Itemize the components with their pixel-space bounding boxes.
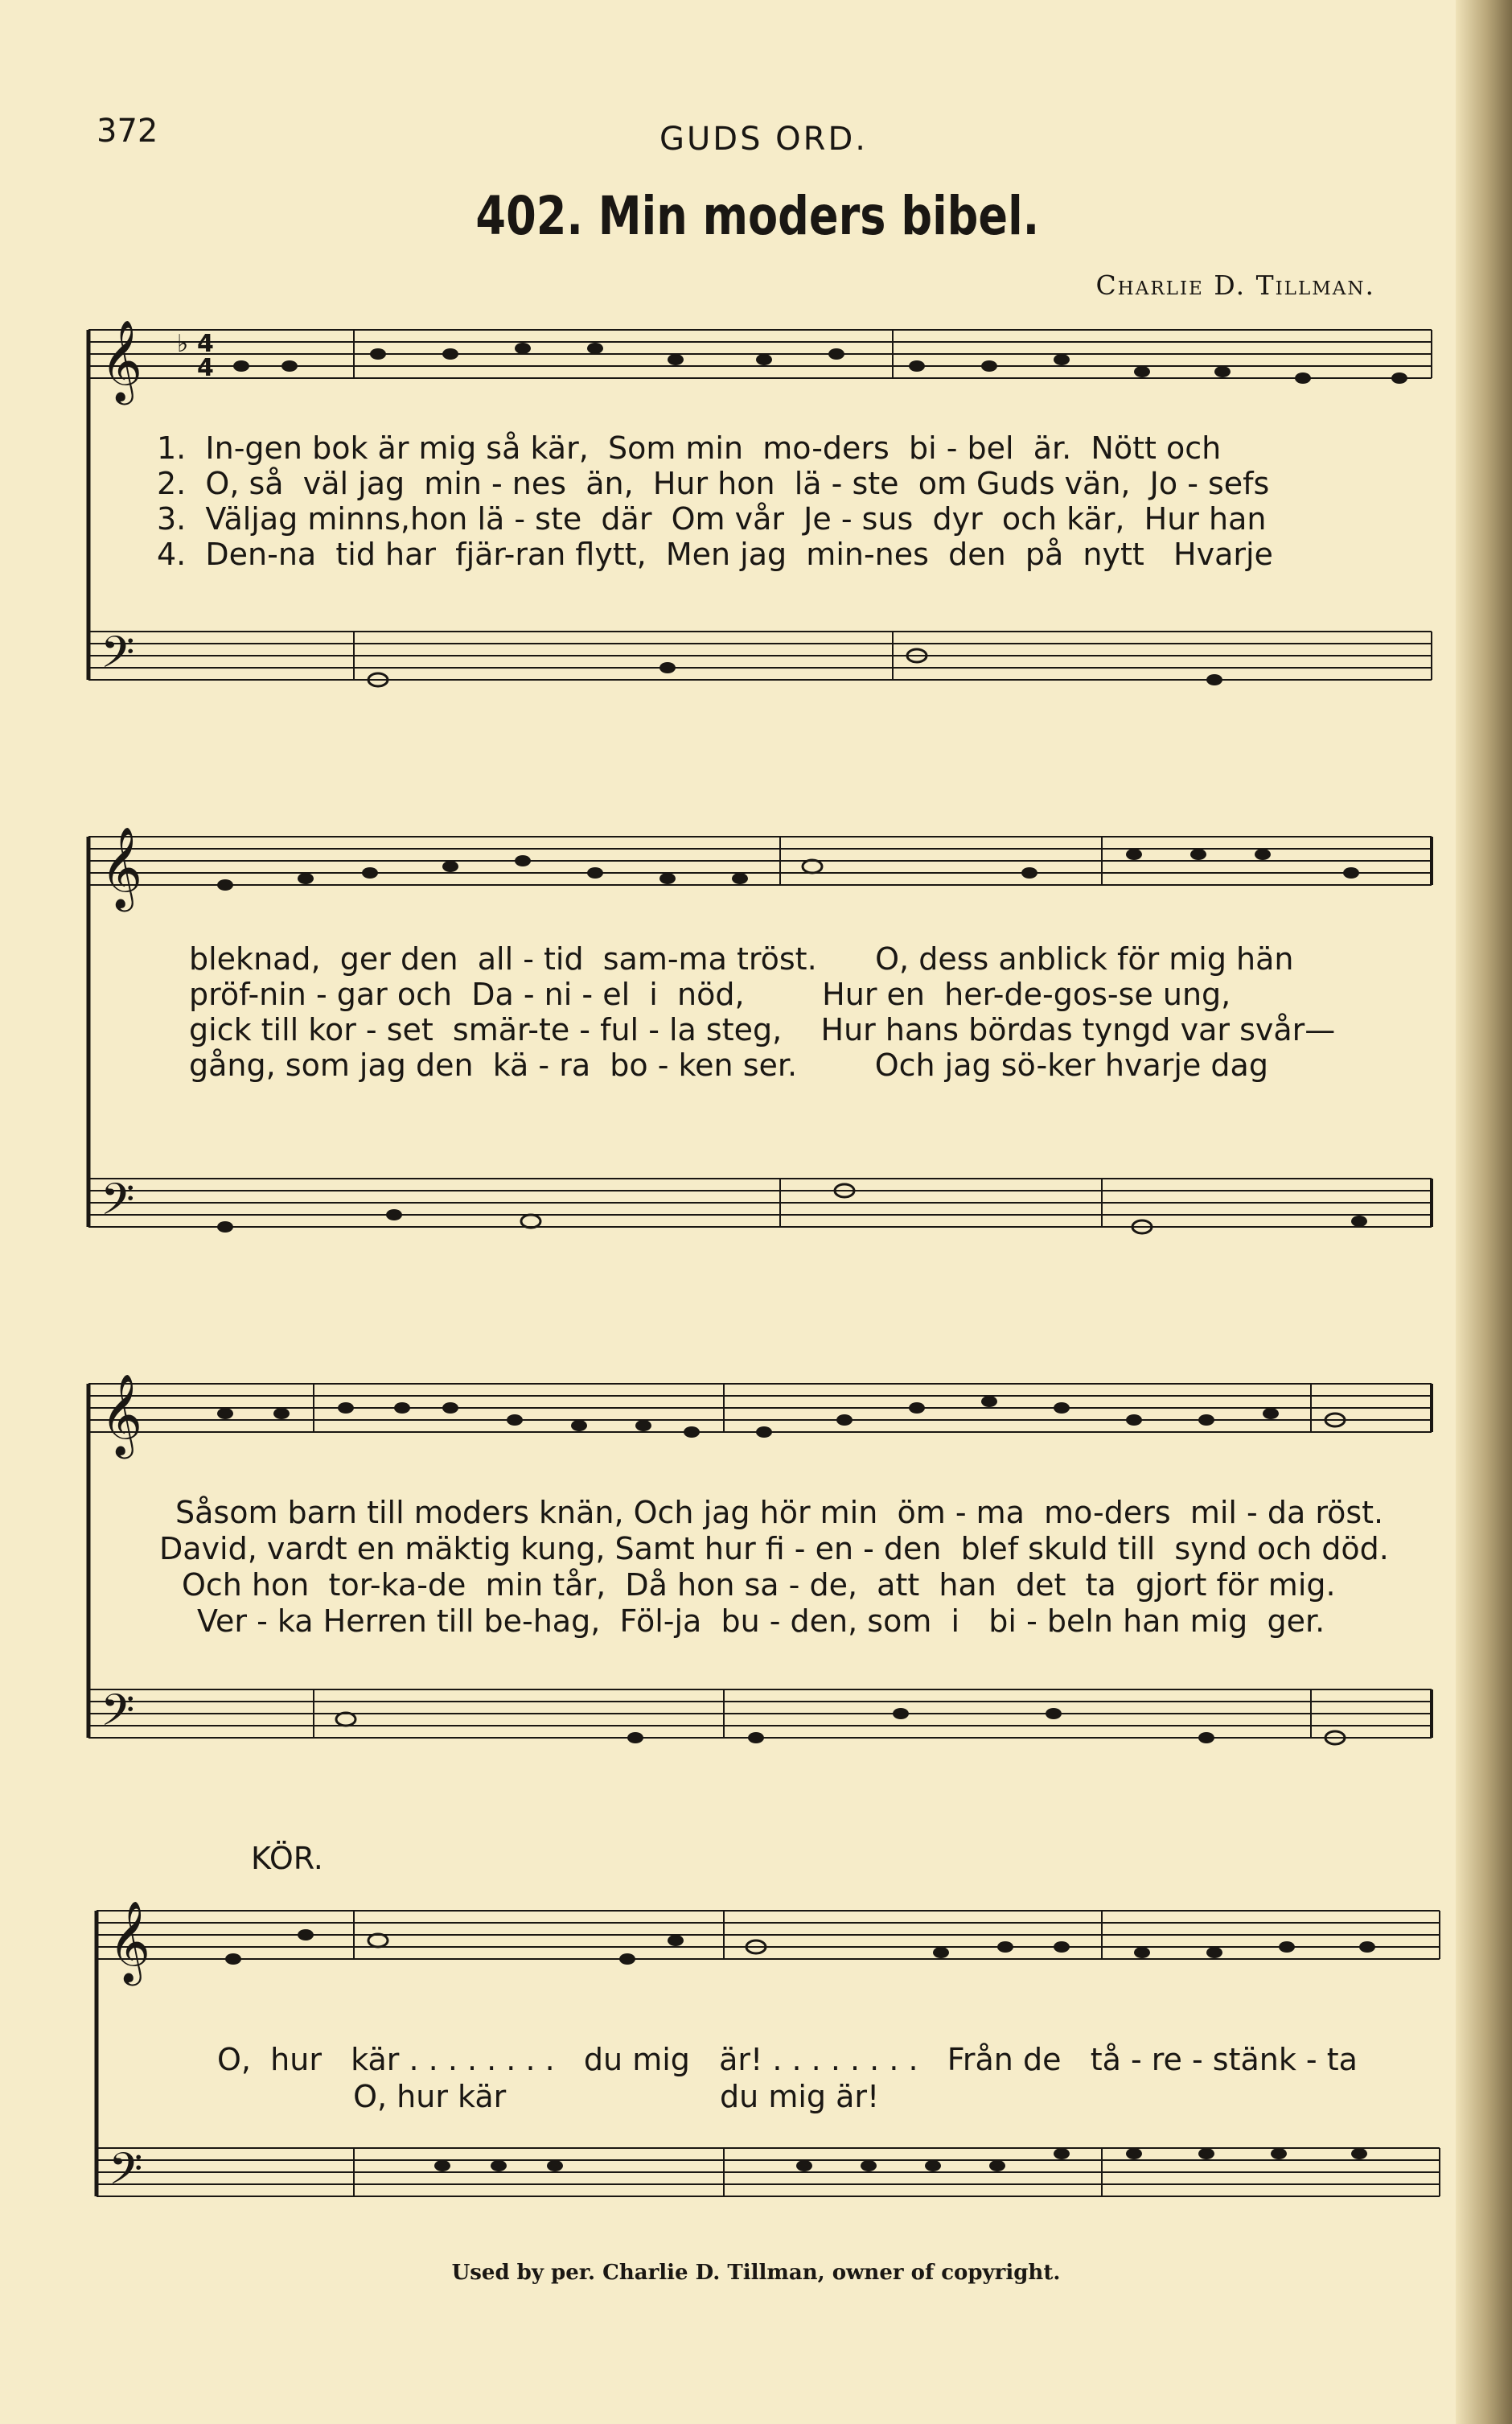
lyric-line: 3. Väljag minns,hon lä - ste där Om vår Je - sus dyr och kär, Hur han — [157, 501, 1267, 537]
lyric-line: bleknad, ger den all - tid sam-ma tröst. O, dess anblick för mig hän — [189, 941, 1294, 977]
page-number: 372 — [97, 113, 158, 150]
running-title: GUDS ORD. — [659, 121, 868, 158]
svg-text:4: 4 — [197, 354, 214, 382]
lyric-line: Och hon tor-ka-de min tår, Då hon sa - de, att han det ta gjort för mig. — [182, 1567, 1336, 1603]
svg-text:𝄞: 𝄞 — [101, 825, 143, 908]
svg-text:𝄢: 𝄢 — [101, 1174, 135, 1236]
svg-text:4: 4 — [197, 330, 214, 358]
svg-text:♭: ♭ — [177, 330, 189, 358]
lyric-line: pröf-nin - gar och Da - ni - el i nöd, Hur en her-de-gos-se ung, — [189, 977, 1231, 1012]
hymn-title: 402. Min moders bibel. — [475, 185, 1040, 247]
svg-text:𝄢: 𝄢 — [109, 2143, 143, 2205]
svg-text:𝄢: 𝄢 — [101, 627, 135, 689]
lyric-line: gång, som jag den kä - ra bo - ken ser. Och jag sö-ker hvarje dag — [189, 1047, 1268, 1083]
lyric-line: 1. In-gen bok är mig så kär, Som min mo-ders bi - bel är. Nött och — [157, 430, 1222, 466]
svg-text:𝄞: 𝄞 — [101, 1373, 143, 1455]
lyric-line: O, hur kär du mig är! — [217, 2079, 880, 2114]
chorus-label: KÖR. — [251, 1841, 323, 1876]
lyric-line: 2. O, så väl jag min - nes än, Hur hon lä - ste om Guds vän, Jo - sefs — [157, 466, 1270, 501]
svg-text:𝄞: 𝄞 — [101, 319, 143, 401]
lyric-line: Såsom barn till moders knän, Och jag hör min öm - ma mo-ders mil - da röst. — [175, 1495, 1384, 1530]
copyright-notice: Used by per. Charlie D. Tillman, owner of copyright. — [451, 2261, 1061, 2285]
lyric-line: 4. Den-na tid har fjär-ran flytt, Men jag min-nes den på nytt Hvarje — [157, 537, 1273, 572]
svg-text:𝄢: 𝄢 — [101, 1685, 135, 1747]
lyric-line: gick till kor - set smär-te - ful - la steg, Hur hans bördas tyngd var svår— — [189, 1012, 1336, 1047]
svg-text:𝄞: 𝄞 — [109, 1899, 151, 1982]
lyric-line: O, hur kär . . . . . . . . du mig är! . . . . . . . . Från de tå - re - stänk - ta — [217, 2042, 1358, 2077]
lyric-line: Ver - ka Herren till be-hag, Föl-ja bu - den, som i bi - beln han mig ger. — [197, 1603, 1325, 1639]
composer-credit: Charlie D. Tillman. — [1095, 270, 1375, 301]
lyric-line: David, vardt en mäktig kung, Samt hur fi - en - den blef skuld till synd och död. — [159, 1531, 1389, 1566]
